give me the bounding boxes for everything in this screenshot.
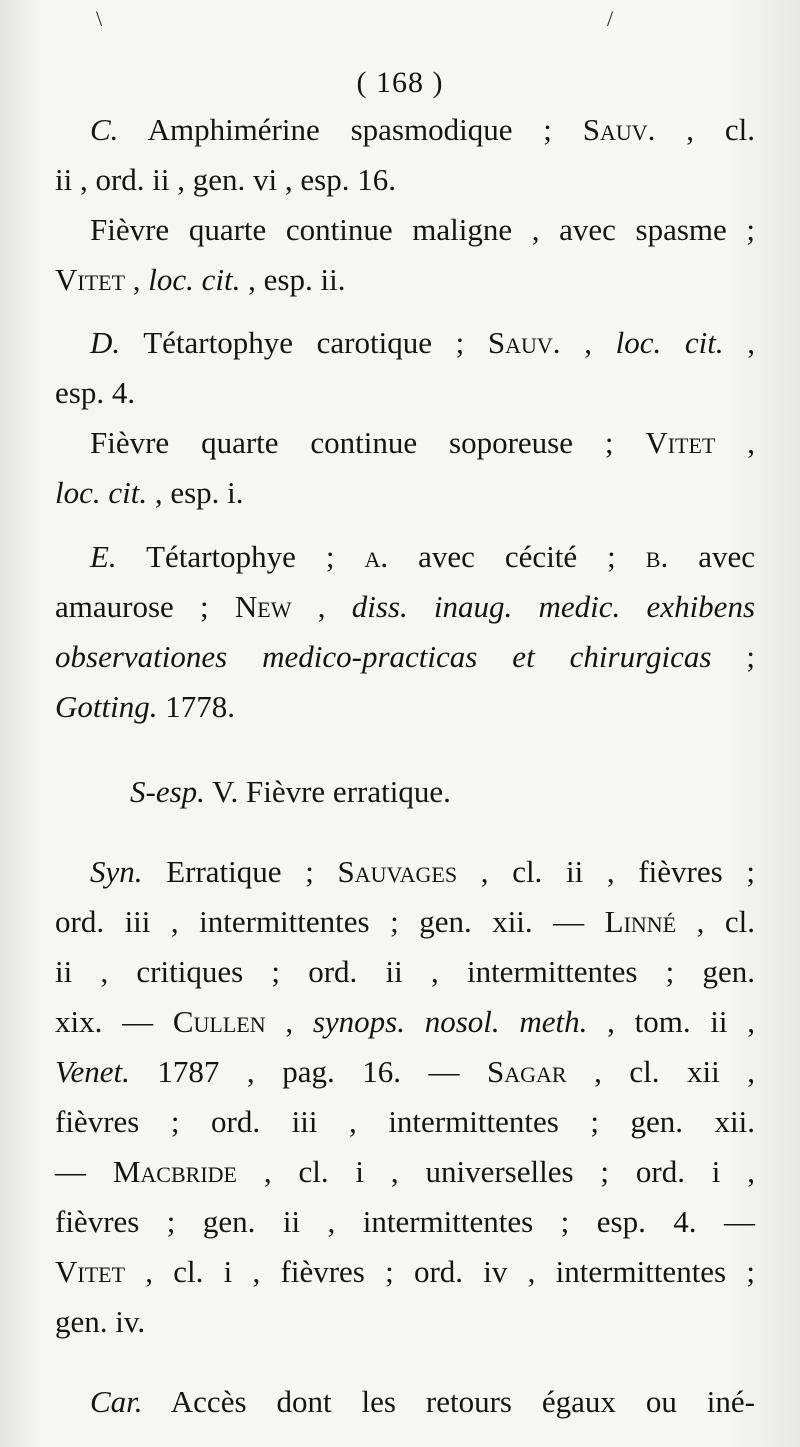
text-line: fièvres ; ord. iii , intermittentes ; gen. xii. xyxy=(55,1104,755,1139)
text-line: Gotting. 1778. xyxy=(55,689,235,724)
text-line: ii , ord. ii , gen. vi , esp. 16. xyxy=(55,162,396,197)
text-line: Syn. Erratique ; Sauvages , cl. ii , fièvres ; xyxy=(90,854,755,889)
text-line: amaurose ; New , diss. inaug. medic. exhibens xyxy=(55,589,756,624)
text-line: Venet. 1787 , pag. 16. — Sagar , cl. xii , xyxy=(55,1054,755,1089)
text-line: ord. iii , intermittentes ; gen. xii. — Linné , cl. xyxy=(55,904,755,939)
text-line: xix. — Cullen , synops. nosol. meth. , tom. ii , xyxy=(55,1004,756,1039)
text-line: Fièvre quarte continue soporeuse ; Vitet , xyxy=(90,425,755,460)
text-line: Car. Accès dont les retours égaux ou iné- xyxy=(90,1384,755,1419)
text-line: E. Tétartophye ; a. avec cécité ; b. avec xyxy=(90,539,755,574)
text-line: fièvres ; gen. ii , intermittentes ; esp. 4. — xyxy=(55,1204,755,1239)
text-line: Vitet , cl. i , fièvres ; ord. iv , intermittentes ; xyxy=(55,1254,755,1289)
text-line: ii , critiques ; ord. ii , intermittentes ; gen. xyxy=(55,954,755,989)
page-number: ( 168 ) xyxy=(356,66,444,99)
text-line: C. Amphimérine spasmodique ; Sauv. , cl. xyxy=(90,112,755,147)
text-line: esp. 4. xyxy=(55,375,136,410)
text-line: Fièvre quarte continue maligne , avec spasme ; xyxy=(90,212,755,247)
text-line: loc. cit. , esp. i. xyxy=(55,475,244,510)
text-line: gen. iv. xyxy=(55,1304,146,1339)
text-line: observationes medico-practicas et chirurgicas ; xyxy=(55,639,755,674)
margin-mark: \ xyxy=(96,6,103,31)
text-line: D. Tétartophye carotique ; Sauv. , loc. cit. , xyxy=(90,325,756,360)
text-line: — Macbride , cl. i , universelles ; ord. i , xyxy=(55,1154,756,1189)
section-heading: S-esp. V. Fièvre erratique. xyxy=(130,774,451,809)
margin-mark: / xyxy=(607,6,614,31)
text-line: Vitet , loc. cit. , esp. ii. xyxy=(55,262,346,297)
